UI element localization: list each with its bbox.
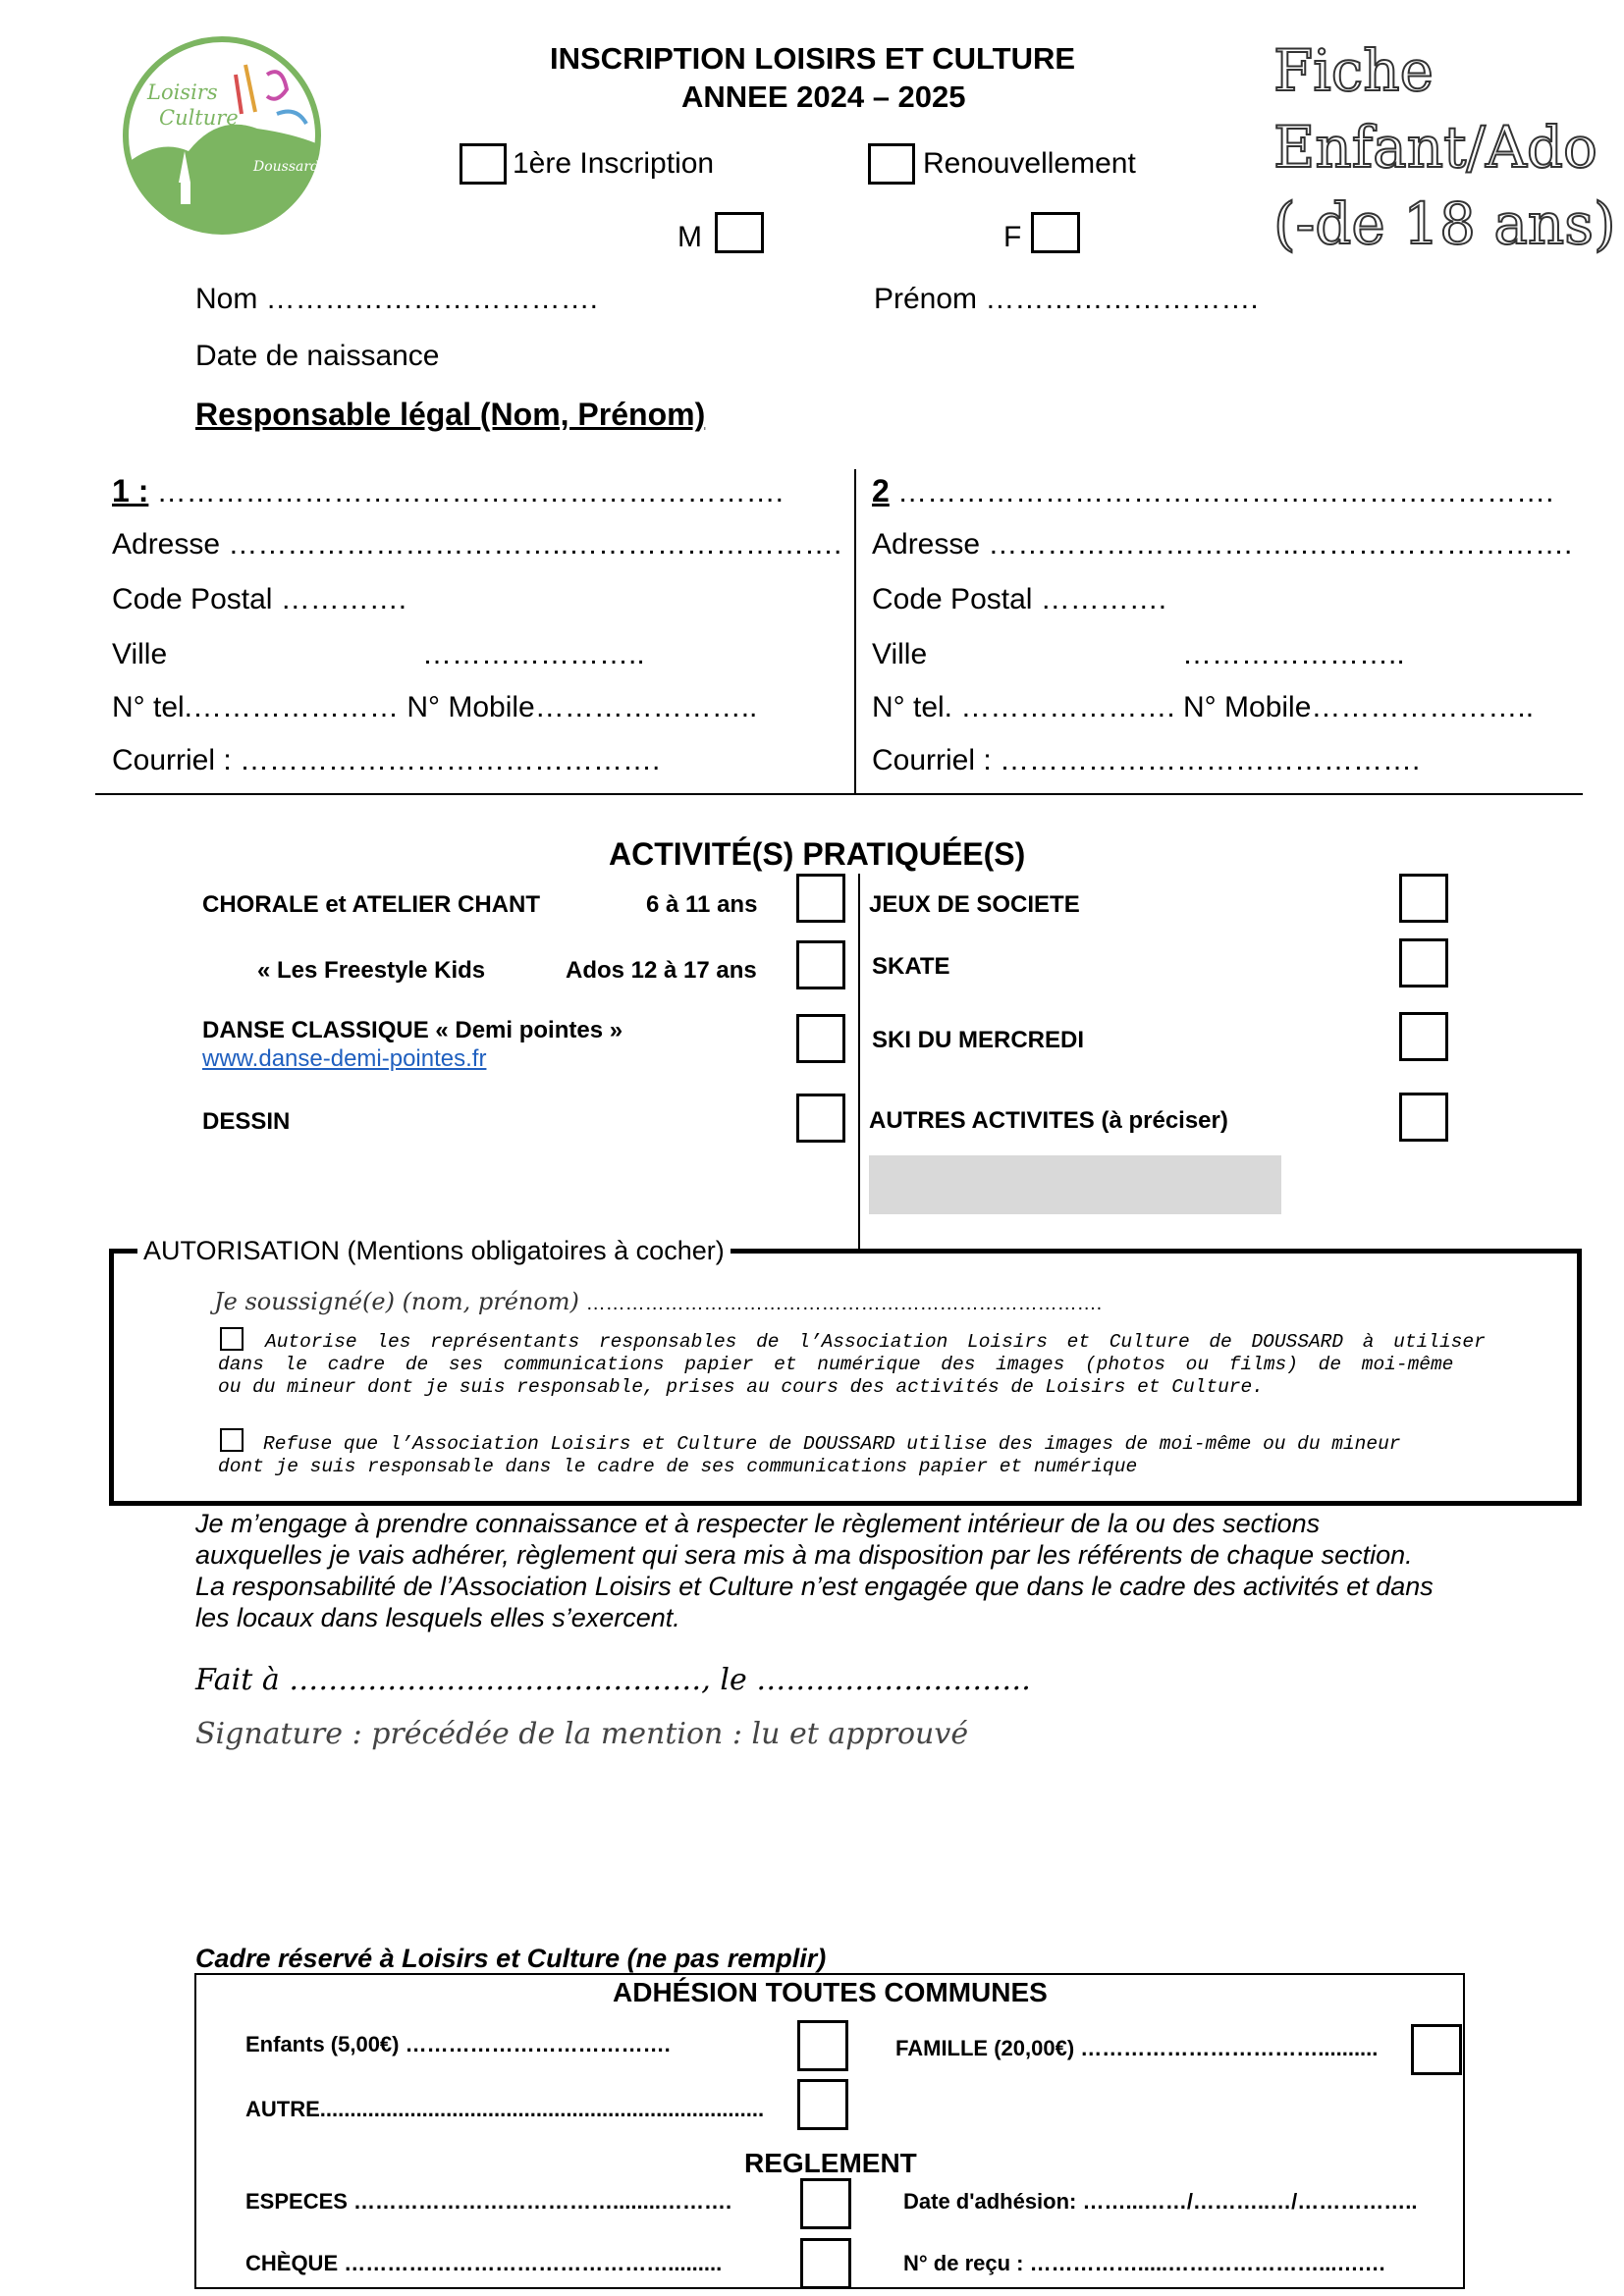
guardian2-city-label: Ville — [872, 638, 928, 670]
activity-other-input[interactable] — [869, 1155, 1281, 1214]
guardian1-name-field[interactable] — [112, 473, 784, 509]
payment-check-checkbox[interactable] — [800, 2238, 851, 2289]
fee-children-label: Enfants (5,00€) ………………………………. — [245, 2032, 671, 2056]
birthdate-field[interactable]: Date de naissance — [195, 340, 440, 372]
guardian-divider — [854, 469, 856, 793]
fee-family-label: FAMILLE (20,00€) …………………………….......... — [895, 2036, 1379, 2060]
activity-danse-link[interactable]: www.danse-demi-pointes.fr — [202, 1045, 487, 1072]
activity-skate-label: SKATE — [872, 953, 950, 980]
logo — [120, 35, 326, 237]
guardian2-dots: …………………………………………………………. — [889, 476, 1554, 508]
male-label: M — [677, 221, 702, 253]
guardian2-city-field[interactable]: ………………….. — [1182, 638, 1405, 670]
activity-chorale-age: 6 à 11 ans — [646, 891, 758, 918]
activity-jeux-label: JEUX DE SOCIETE — [869, 891, 1080, 918]
guardian1-city-field[interactable]: ………………….. — [422, 638, 645, 670]
guardian1-dots: ………………………………………………………. — [148, 476, 785, 508]
legal-guardian-heading: Responsable légal (Nom, Prénom) — [195, 397, 706, 432]
membership-date-field[interactable]: Date d'adhésion: ……...……/………..…/…………….. — [903, 2189, 1418, 2214]
badge-enfant-ado: Enfant/Ado — [1273, 114, 1597, 181]
undersigned-label: Je soussigné(e) (nom, prénom) — [214, 1288, 579, 1315]
fee-other-checkbox[interactable] — [797, 2079, 848, 2130]
authorize-images-text-1: Autorise les représentants responsables de l’Association Loisirs et Culture de DOUSSARD à utiliser — [265, 1331, 1486, 1353]
receipt-number-field[interactable]: N° de reçu : …………….....…………………...….… — [903, 2251, 1386, 2275]
guardian1-number: 1 : — [112, 473, 149, 508]
activity-danse-label: DANSE CLASSIQUE « Demi pointes » — [202, 1017, 623, 1043]
guardian2-phone-field[interactable]: N° tel. …………………. N° Mobile………………….. — [872, 691, 1535, 723]
guardian1-city-label: Ville — [112, 638, 168, 670]
payment-cash-label: ESPECES ………………………………........………. — [245, 2189, 732, 2214]
male-checkbox[interactable] — [715, 212, 764, 253]
guardian1-phone-field[interactable]: N° tel.………………… N° Mobile………………….. — [112, 691, 758, 723]
first-registration-label: 1ère Inscription — [513, 147, 715, 180]
engagement-line-3: La responsabilité de l’Association Loisirs et Culture n’est engagée que dans le cadre des activités et dans — [195, 1572, 1434, 1601]
activity-freestyle-checkbox[interactable] — [796, 940, 845, 989]
activity-danse-checkbox[interactable] — [796, 1014, 845, 1063]
prenom-field[interactable]: Prénom ………………………. — [874, 283, 1259, 315]
guardian1-address-field[interactable]: Adresse ……………………………..………………………. — [112, 528, 842, 561]
payment-check-label: CHÈQUE ………………………………………......... — [245, 2251, 723, 2275]
first-registration-checkbox[interactable] — [460, 143, 507, 185]
office-title: ADHÉSION TOUTES COMMUNES — [613, 1977, 1048, 2007]
engagement-line-1: Je m’engage à prendre connaissance et à respecter le règlement intérieur de la ou des sections — [195, 1509, 1321, 1538]
guardian2-postal-field[interactable]: Code Postal …………. — [872, 583, 1167, 615]
undersigned-dots: ……………………………………………………………………. — [585, 1293, 1103, 1314]
activity-other-label: AUTRES ACTIVITES (à préciser) — [869, 1107, 1228, 1134]
nom-field[interactable]: Nom ……………………………. — [195, 283, 599, 315]
activity-freestyle-age: Ados 12 à 17 ans — [566, 957, 757, 984]
payment-heading: REGLEMENT — [744, 2148, 917, 2178]
signature-field[interactable]: Signature : précédée de la mention : lu et approuvé — [195, 1717, 969, 1751]
activity-chorale-checkbox[interactable] — [796, 874, 845, 923]
office-caption: Cadre réservé à Loisirs et Culture (ne pas remplir) — [195, 1944, 827, 1973]
form-title-line2: ANNEE 2024 – 2025 — [681, 80, 966, 114]
authorization-undersigned[interactable] — [214, 1288, 1102, 1316]
activity-dessin-label: DESSIN — [202, 1108, 291, 1135]
female-checkbox[interactable] — [1031, 212, 1080, 253]
activity-dessin-checkbox[interactable] — [796, 1094, 845, 1143]
authorization-title: AUTORISATION (Mentions obligatoires à cocher) — [137, 1236, 731, 1266]
activity-other-checkbox[interactable] — [1399, 1093, 1448, 1142]
engagement-line-2: auxquelles je vais adhérer, règlement qui sera mis à ma disposition par les référents de chaque section. — [195, 1540, 1413, 1570]
guardian1-postal-field[interactable]: Code Postal …………. — [112, 583, 407, 615]
activity-jeux-checkbox[interactable] — [1399, 874, 1448, 923]
logo-emblem-icon — [120, 35, 326, 237]
activity-freestyle-label: « Les Freestyle Kids — [257, 957, 486, 984]
logo-text-loisirs: Loisirs — [147, 80, 218, 104]
activities-heading: ACTIVITÉ(S) PRATIQUÉE(S) — [609, 836, 1026, 872]
fee-other-label: AUTRE.......................................................................... — [245, 2097, 765, 2121]
activity-ski-label: SKI DU MERCREDI — [872, 1027, 1085, 1053]
place-date-field[interactable]: Fait à ……………………………………, le ………………………. — [195, 1663, 1031, 1697]
activity-chorale-label: CHORALE et ATELIER CHANT — [202, 891, 540, 918]
engagement-line-4: les locaux dans lesquels elles s’exercent. — [195, 1603, 680, 1632]
refuse-images-text-1: Refuse que l’Association Loisirs et Culture de DOUSSARD utilise des images de moi-même ou du mineur — [263, 1433, 1401, 1455]
form-title-line1: INSCRIPTION LOISIRS ET CULTURE — [550, 41, 1076, 76]
guardian2-number: 2 — [872, 473, 890, 508]
guardian2-name-field[interactable] — [872, 473, 1553, 509]
refuse-images-text-2: dont je suis responsable dans le cadre de ses communications papier et numérique — [218, 1456, 1138, 1477]
fee-family-checkbox[interactable] — [1411, 2024, 1462, 2075]
renewal-label: Renouvellement — [923, 147, 1136, 180]
female-label: F — [1003, 221, 1022, 253]
activity-ski-checkbox[interactable] — [1399, 1012, 1448, 1061]
activities-divider — [858, 874, 860, 1251]
guardian2-email-field[interactable]: Courriel : ……………………………………. — [872, 744, 1421, 776]
renewal-checkbox[interactable] — [868, 143, 915, 185]
authorize-images-text-2: dans le cadre de ses communications papier et numérique des images (photos ou films) de moi-même — [218, 1354, 1454, 1375]
refuse-images-checkbox[interactable] — [220, 1428, 244, 1452]
activity-skate-checkbox[interactable] — [1399, 938, 1448, 988]
payment-cash-checkbox[interactable] — [800, 2178, 851, 2229]
guardian2-address-field[interactable]: Adresse …………………………..………………………. — [872, 528, 1573, 561]
guardian1-email-field[interactable]: Courriel : ……………………………………. — [112, 744, 661, 776]
badge-fiche: Fiche — [1273, 37, 1434, 104]
logo-text-culture: Culture — [159, 106, 239, 130]
logo-text-place: Doussard — [253, 159, 320, 175]
guardian-bottom-line — [95, 793, 1583, 795]
authorize-images-text-3: ou du mineur dont je suis responsable, prises au cours des activités de Loisirs et Culture. — [218, 1376, 1264, 1398]
badge-age: (-de 18 ans) — [1273, 190, 1616, 257]
fee-children-checkbox[interactable] — [797, 2020, 848, 2071]
authorize-images-checkbox[interactable] — [220, 1327, 244, 1351]
